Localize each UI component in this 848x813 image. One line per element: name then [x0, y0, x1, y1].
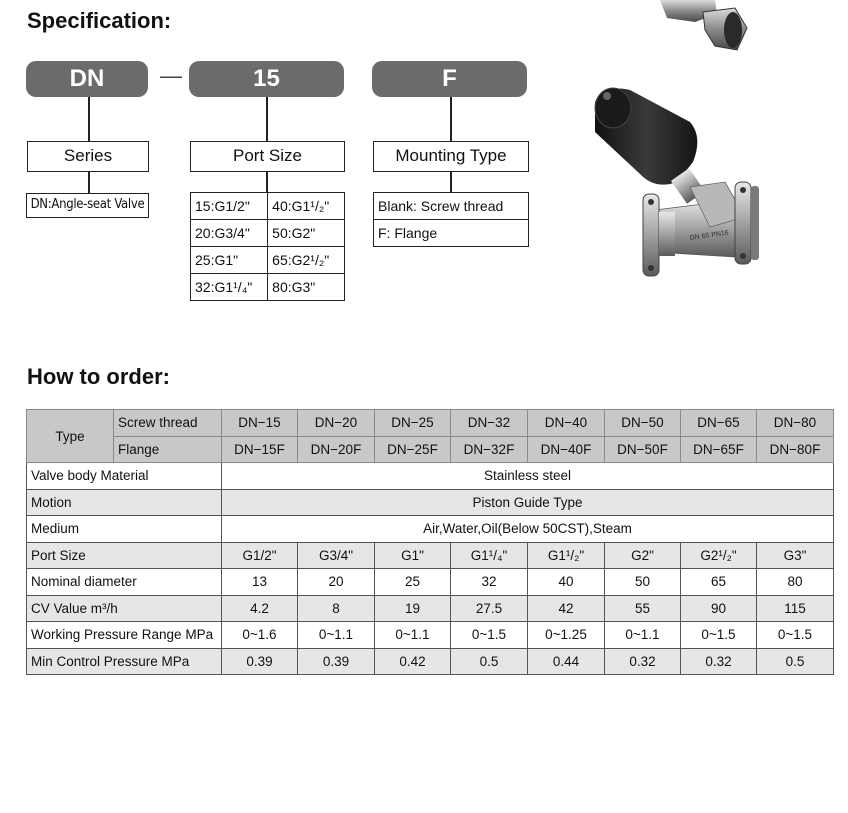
value-cell: 4.2 — [222, 595, 298, 622]
mounting-option: F: Flange — [374, 220, 529, 247]
code-part-series: DN — [26, 61, 148, 97]
value-cell: 0.42 — [375, 648, 451, 675]
connector-line — [450, 171, 452, 193]
port-size-cell: 80:G3" — [268, 274, 345, 301]
port-size-cell: 40:G1¹/₂" — [268, 193, 345, 220]
model-cell: DN−20 — [298, 410, 375, 437]
row-label: Nominal diameter — [27, 569, 222, 596]
value-cell: 90 — [681, 595, 757, 622]
row-label: CV Value m³/h — [27, 595, 222, 622]
value-cell: 32 — [451, 569, 528, 596]
row-label: Port Size — [27, 542, 222, 569]
value-cell: 0.5 — [757, 648, 834, 675]
order-table — [26, 409, 834, 675]
series-description: DN:Angle-seat Valve — [26, 193, 149, 218]
port-size-label: Port Size — [190, 141, 345, 172]
value-cell: 8 — [298, 595, 375, 622]
value-cell: 50 — [605, 569, 681, 596]
value-cell: G3" — [757, 542, 834, 569]
value-cell: 0.5 — [451, 648, 528, 675]
model-cell: DN−15F — [222, 436, 298, 463]
value-cell: G3/4" — [298, 542, 375, 569]
row-label: Min Control Pressure MPa — [27, 648, 222, 675]
model-cell: DN−80 — [757, 410, 834, 437]
table-row — [27, 595, 834, 622]
value-cell: 65 — [681, 569, 757, 596]
value-cell: G1¹/₄" — [451, 542, 528, 569]
model-cell: DN−20F — [298, 436, 375, 463]
port-size-table — [190, 192, 345, 301]
code-part-size: 15 — [189, 61, 344, 97]
model-cell: DN−65 — [681, 410, 757, 437]
value-cell: 0~1.5 — [757, 622, 834, 649]
port-size-cell: 20:G3/4" — [191, 220, 268, 247]
screw-thread-header: Screw thread — [114, 410, 222, 437]
port-size-cell: 50:G2" — [268, 220, 345, 247]
flange-header: Flange — [114, 436, 222, 463]
value-cell: 55 — [605, 595, 681, 622]
value-cell: 25 — [375, 569, 451, 596]
value-cell: G1" — [375, 542, 451, 569]
model-cell: DN−40 — [528, 410, 605, 437]
value-cell: 40 — [528, 569, 605, 596]
value-cell: G1/2" — [222, 542, 298, 569]
mounting-options-table — [373, 192, 529, 247]
value-cell: 20 — [298, 569, 375, 596]
valve-stamp-text: DN 65 PN16 — [689, 229, 730, 242]
value-cell: 0~1.1 — [375, 622, 451, 649]
table-row — [27, 463, 834, 490]
row-span-value: Air,Water,Oil(Below 50CST),Steam — [222, 516, 834, 543]
row-label: Medium — [27, 516, 222, 543]
value-cell: 0.44 — [528, 648, 605, 675]
angle-seat-valve-image — [585, 82, 785, 282]
row-label: Working Pressure Range MPa — [27, 622, 222, 649]
type-header: Type — [27, 410, 114, 463]
order-heading: How to order: — [27, 364, 170, 389]
value-cell: 13 — [222, 569, 298, 596]
value-cell: G1¹/₂" — [528, 542, 605, 569]
model-cell: DN−80F — [757, 436, 834, 463]
value-cell: 0~1.1 — [298, 622, 375, 649]
series-label: Series — [27, 141, 149, 172]
table-row — [27, 542, 834, 569]
port-size-cell: 65:G2¹/₂" — [268, 247, 345, 274]
row-label: Motion — [27, 489, 222, 516]
code-dash: — — [160, 63, 182, 88]
value-cell: 0.39 — [298, 648, 375, 675]
connector-line — [450, 97, 452, 142]
value-cell: 0.32 — [605, 648, 681, 675]
table-row — [27, 622, 834, 649]
model-cell: DN−40F — [528, 436, 605, 463]
model-cell: DN−32F — [451, 436, 528, 463]
value-cell: G2" — [605, 542, 681, 569]
value-cell: 0~1.1 — [605, 622, 681, 649]
value-cell: 0~1.5 — [451, 622, 528, 649]
port-size-cell: 32:G1¹/₄" — [191, 274, 268, 301]
spec-heading: Specification: — [27, 8, 172, 33]
value-cell: G2¹/₂" — [681, 542, 757, 569]
port-size-cell: 25:G1" — [191, 247, 268, 274]
table-row — [27, 489, 834, 516]
model-cell: DN−65F — [681, 436, 757, 463]
model-cell: DN−25 — [375, 410, 451, 437]
table-row — [27, 648, 834, 675]
model-cell: DN−32 — [451, 410, 528, 437]
value-cell: 42 — [528, 595, 605, 622]
value-cell: 0~1.5 — [681, 622, 757, 649]
value-cell: 0.32 — [681, 648, 757, 675]
mounting-type-label: Mounting Type — [373, 141, 529, 172]
value-cell: 27.5 — [451, 595, 528, 622]
connector-line — [266, 171, 268, 193]
port-size-cell: 15:G1/2" — [191, 193, 268, 220]
row-span-value: Stainless steel — [222, 463, 834, 490]
value-cell: 0~1.25 — [528, 622, 605, 649]
row-label: Valve body Material — [27, 463, 222, 490]
model-cell: DN−50F — [605, 436, 681, 463]
mounting-option: Blank: Screw thread — [374, 193, 529, 220]
value-cell: 0.39 — [222, 648, 298, 675]
model-cell: DN−25F — [375, 436, 451, 463]
model-cell: DN−50 — [605, 410, 681, 437]
value-cell: 19 — [375, 595, 451, 622]
connector-line — [266, 97, 268, 142]
code-part-mount: F — [372, 61, 527, 97]
value-cell: 0~1.6 — [222, 622, 298, 649]
valve-top-image — [655, 0, 750, 52]
value-cell: 115 — [757, 595, 834, 622]
row-span-value: Piston Guide Type — [222, 489, 834, 516]
connector-line — [88, 171, 90, 193]
table-row — [27, 569, 834, 596]
connector-line — [88, 97, 90, 142]
model-cell: DN−15 — [222, 410, 298, 437]
value-cell: 80 — [757, 569, 834, 596]
table-row — [27, 516, 834, 543]
